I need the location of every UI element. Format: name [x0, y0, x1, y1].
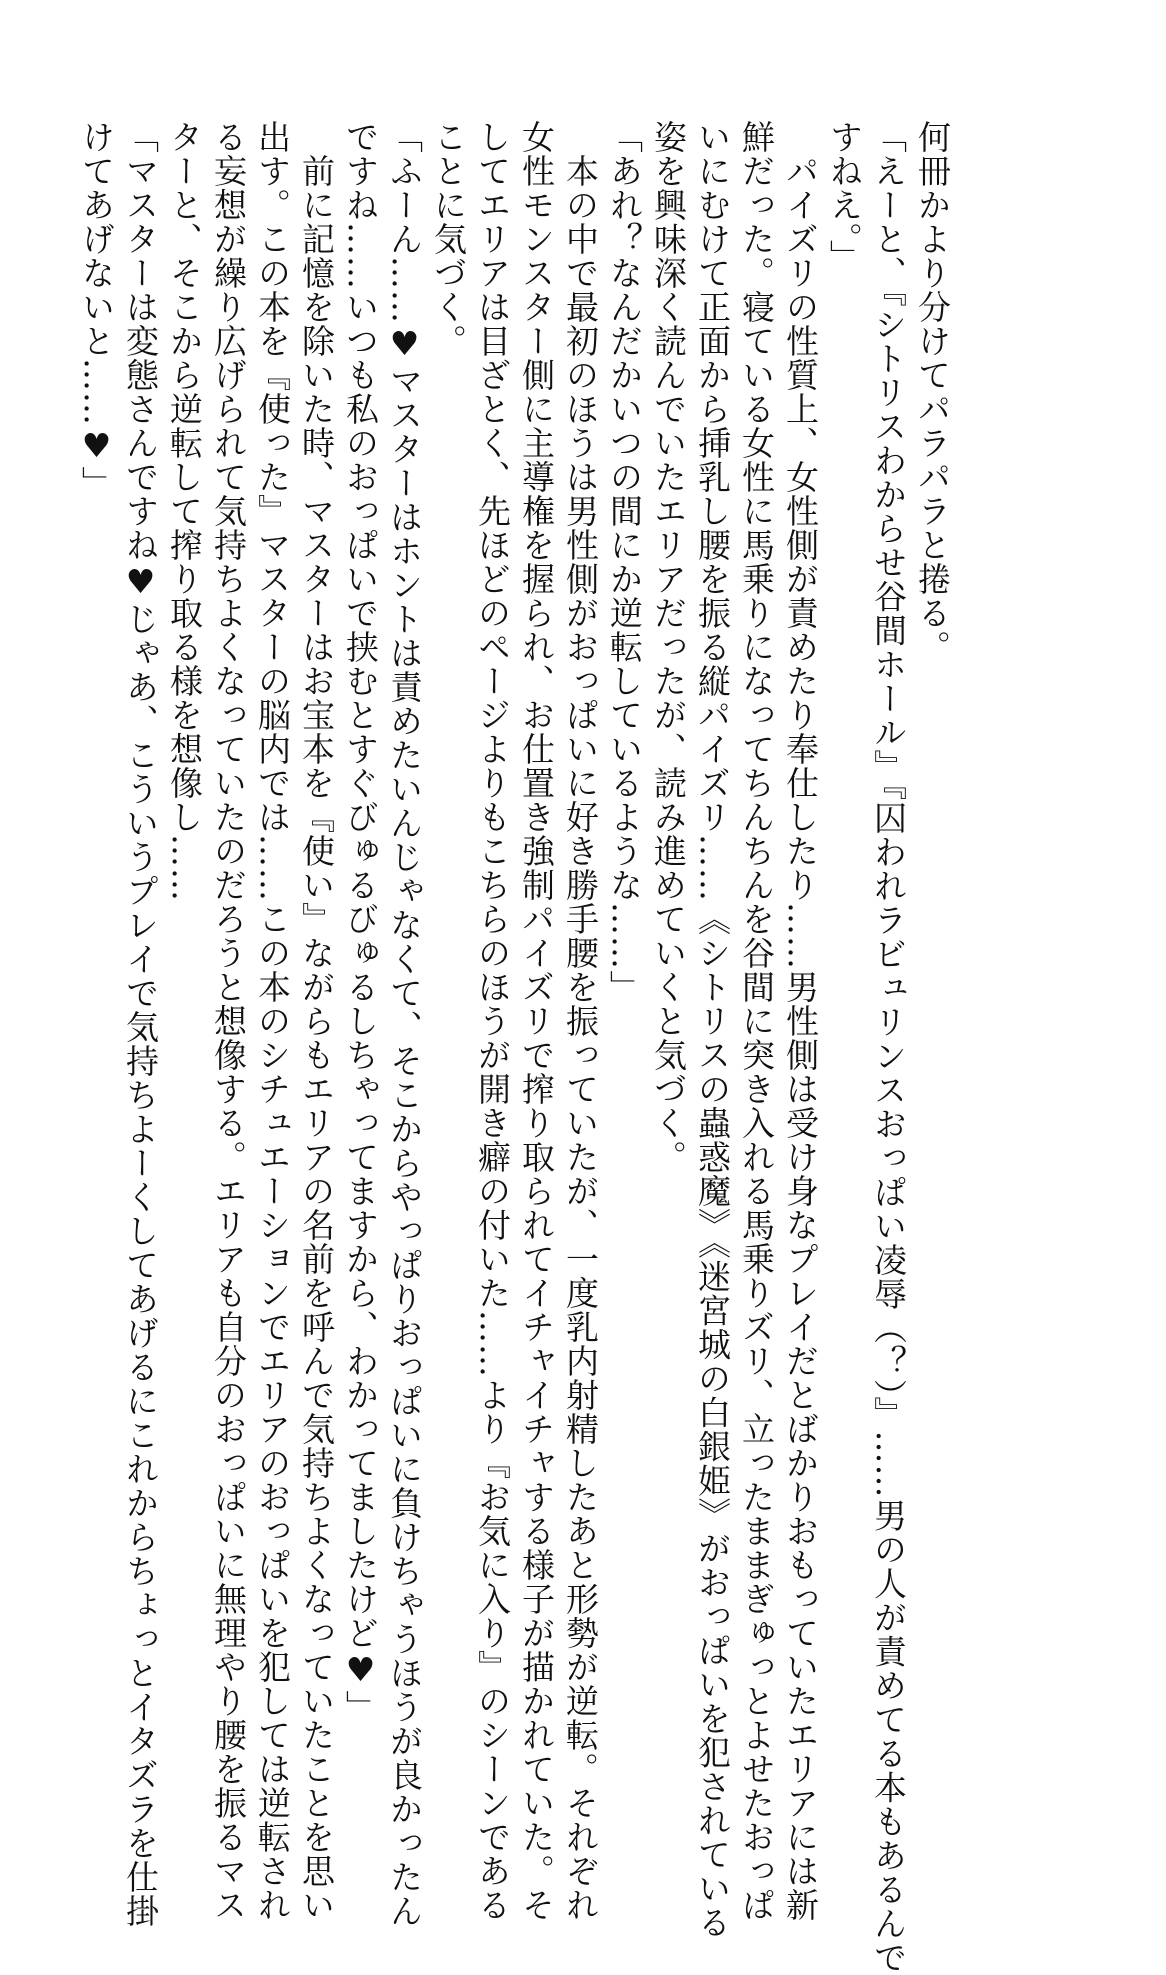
text-line-11: してエリアは目ざとく、先ほどのページよりもこちらのほうが開き癖の付いた……より『お気に入り』のシーンである: [473, 120, 512, 1922]
text-line-7: 姿を興味深く読んでいたエリアだったが、読み進めていくと気づく。: [649, 120, 688, 1174]
text-line-19: 「マスターは変態さんですね♥じゃあ、こういうプレイで気持ちよーくしてあげるにこれからちょっとイタズラを仕掛: [121, 120, 160, 1928]
text-line-13: 「ふーん……♥マスターはホントは責めたいんじゃなくて、そこからやっぱりおっぱいに負けちゃうほうが良かったん: [385, 120, 424, 1928]
text-line-20: けてあげないと……♥」: [77, 120, 116, 500]
text-line-17: る妄想が繰り広げられて気持ちよくなっていたのだろうと想像する。エリアも自分のおっぱいに無理やり腰を振るマス: [209, 120, 248, 1922]
text-line-2: 「えーと、『シトリスわからせ谷間ホール』『囚われラビュリンスおっぱい凌辱（？）』……男の人が責めてる本もあるんで: [869, 120, 908, 1975]
text-line-15: 前に記憶を除いた時、マスターはお宝本を『使い』ながらもエリアの名前を呼んで気持ちよくなっていたことを思い: [297, 120, 336, 1922]
text-line-8: 「あれ？なんだかいつの間にか逆転しているような……」: [605, 120, 644, 1004]
text-line-4: パイズリの性質上、女性側が責めたり奉仕したり……男性側は受け身なプレイだとばかりおもっていたエリアには新: [781, 120, 820, 1922]
text-line-16: 出す。この本を『使った』マスターの脳内では……この本のシチュエーションでエリアのおっぱいを犯しては逆転され: [253, 120, 292, 1922]
text-line-12: ことに気づく。: [429, 120, 468, 358]
text-line-6: いにむけて正面から挿乳し腰を振る縦パイズリ……《シトリスの蟲惑魔》《迷宮城の白銀姫》がおっぱいを犯されている: [693, 120, 732, 1940]
text-line-10: 女性モンスター側に主導権を握られ、お仕置き強制パイズリで搾り取られてイチャイチャする様子が描かれていた。そ: [517, 120, 556, 1922]
vertical-text-body: [77, 120, 954, 1975]
text-line-3: すねえ。」: [825, 120, 864, 274]
text-line-18: ターと、そこから逆転して搾り取る様を想像し……: [165, 120, 204, 902]
text-line-1: 何冊かより分けてパラパラと捲る。: [913, 120, 952, 664]
text-line-9: 本の中で最初のほうは男性側がおっぱいに好き勝手腰を振っていたが、一度乳内射精したあと形勢が逆転。それぞれ: [561, 120, 600, 1922]
text-line-5: 鮮だった。寝ている女性に馬乗りになってちんちんを谷間に突き入れる馬乗りズリ、立ったままぎゅっとよせたおっぱ: [737, 120, 776, 1922]
text-line-14: ですね……いつも私のおっぱいで挟むとすぐびゅるびゅるしちゃってますから、わかってましたけど♥」: [341, 120, 380, 1724]
